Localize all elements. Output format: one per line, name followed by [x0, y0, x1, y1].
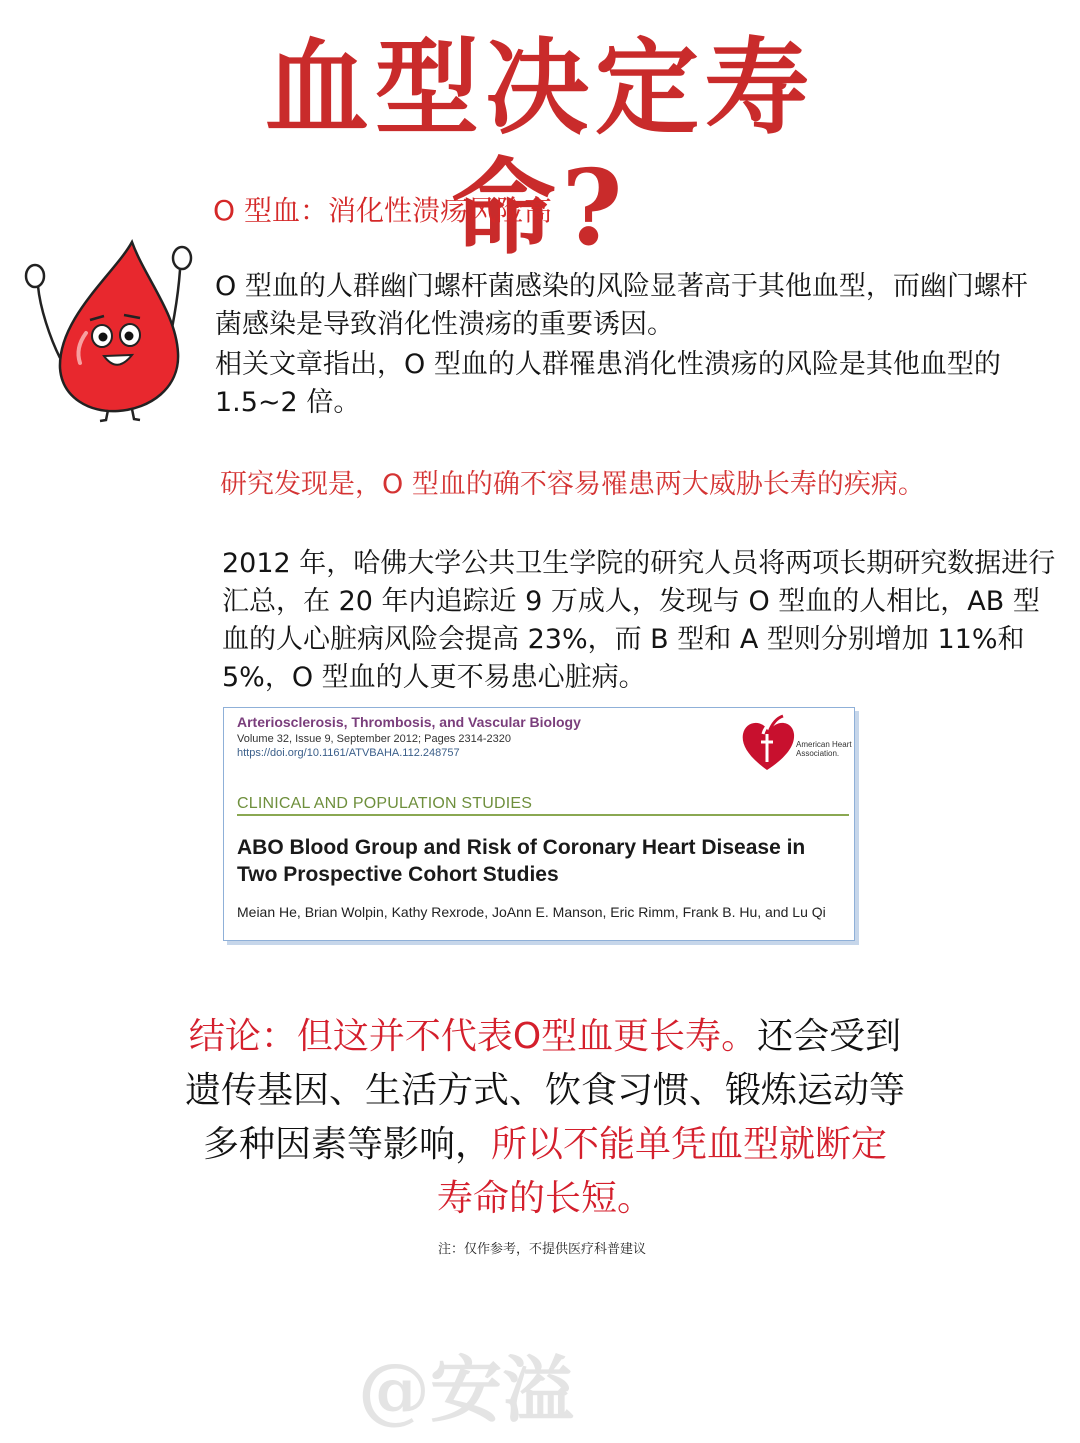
paper-authors: Meian He, Brian Wolpin, Kathy Rexrode, JoAnn E. Manson, Eric Rimm, Frank B. Hu, and Lu Qi [237, 904, 826, 920]
paper-title: ABO Blood Group and Risk of Coronary Heart Disease in Two Prospective Cohort Studies [237, 836, 806, 886]
conclusion-block [185, 1010, 905, 1226]
watermark: @安溢 [358, 1347, 575, 1432]
paper-section-label: CLINICAL AND POPULATION STUDIES [237, 795, 533, 812]
conclusion-lead: 结论：但这并不代表O型血更长寿。 [188, 1016, 758, 1057]
research-finding: 研究发现是，O 型血的确不容易罹患两大威胁长寿的疾病。 [220, 469, 925, 500]
o-type-paragraph-2: 相关文章指出，O 型血的人群罹患消化性溃疡的风险是其他血型的 1.5~2 倍。 [215, 349, 1001, 418]
disclaimer-note: 注：仅作参考，不提供医疗科普建议 [438, 1242, 647, 1257]
conclusion-factors: 还会受到遗传基因、生活方式、饮食习惯、锻炼运动等多种因素等影响， [185, 1016, 906, 1165]
o-type-paragraph-1: O 型血的人群幽门螺杆菌感染的风险显著高于其他血型，而幽门螺杆菌感染是导致消化性溃疡的重要诱因。 [215, 271, 1028, 340]
paper-doi-link[interactable]: https://doi.org/10.1161/ATVBAHA.112.248757 [237, 747, 460, 759]
page-title: 血型决定寿命? [264, 26, 815, 269]
conclusion-final: 所以不能单凭血型就断定寿命的长短。 [436, 1124, 888, 1219]
harvard-study-paragraph: 2012 年，哈佛大学公共卫生学院的研究人员将两项长期研究数据进行汇总，在 20 年内追踪近 9 万成人，发现与 O 型血的人相比，AB 型血的人心脏病风险会提高 23%，而 B 型和 A 型则分别增加 11%和 5%，O 型血的人更不易患心脏病。 [222, 548, 1056, 693]
paper-citation-card [223, 707, 855, 941]
blood-drop-mascot-icon [20, 238, 200, 423]
o-type-heading: O 型血：消化性溃疡风险高 [213, 194, 552, 227]
paper-journal: Arteriosclerosis, Thrombosis, and Vascular Biology [237, 714, 581, 730]
section-divider [237, 814, 849, 816]
paper-volume: Volume 32, Issue 9, September 2012; Pages 2314-2320 [237, 733, 511, 745]
publisher-name: American Heart Association. [796, 740, 852, 758]
